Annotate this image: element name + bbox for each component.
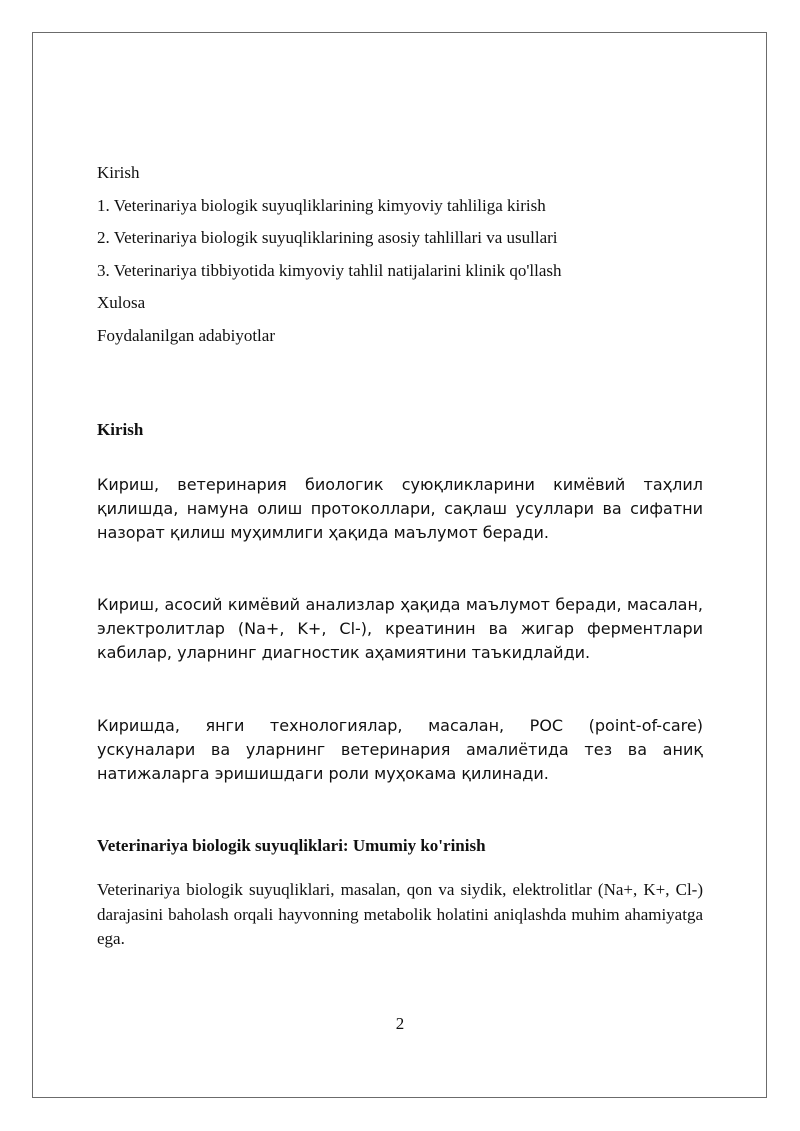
toc-item-intro[interactable]: Kirish (97, 163, 140, 182)
page-number: 2 (395, 1014, 405, 1033)
toc-item-chapter-1[interactable]: 1. Veterinariya biologik suyuqliklarining kimyoviy tahliliga kirish (97, 195, 546, 215)
toc-item-conclusion[interactable]: Xulosa (97, 293, 146, 312)
section-heading-overview: Veterinariya biologik suyuqliklari: Umumiy ko'rinish (97, 836, 486, 855)
overview-paragraph: Veterinariya biologik suyuqliklari, masalan, qon va siydik, elektrolitlar (Na+, K+, Cl-) darajasini baholash orqali hayvonning metabolik holatini aniqlashda muhim ahamiyatga ega. (97, 880, 703, 948)
toc-item-chapter-3[interactable]: 3. Veterinariya tibbiyotida kimyoviy tahlil natijalarini klinik qo'llash (97, 260, 562, 280)
intro-paragraph-1: Кириш, ветеринария биологик суюқликларини кимёвий таҳлил қилишда, намуна олиш протоколлари, сақлаш усуллари ва сифатни назорат қилиш муҳимлиги ҳақида маълумот беради. (97, 475, 703, 542)
section-heading-kirish: Kirish (97, 420, 144, 439)
toc-item-references[interactable]: Foydalanilgan adabiyotlar (97, 325, 275, 345)
intro-paragraph-2: Кириш, асосий кимёвий анализлар ҳақида маълумот беради, масалан, электролитлар (Na+, K+, Cl-), креатинин ва жигар ферментлари кабилар, уларнинг диагностик аҳамиятини таъкидлайди. (97, 595, 703, 662)
toc-item-chapter-2[interactable]: 2. Veterinariya biologik suyuqliklarining asosiy tahlillari va usullari (97, 228, 558, 247)
table-of-contents (97, 160, 562, 355)
intro-paragraph-3: Киришда, янги технологиялар, масалан, POC (point-of-care) ускуналари ва уларнинг ветеринария амалиётида тез ва аниқ натижаларга эришишдаги роли муҳокама қилинади. (97, 716, 703, 783)
